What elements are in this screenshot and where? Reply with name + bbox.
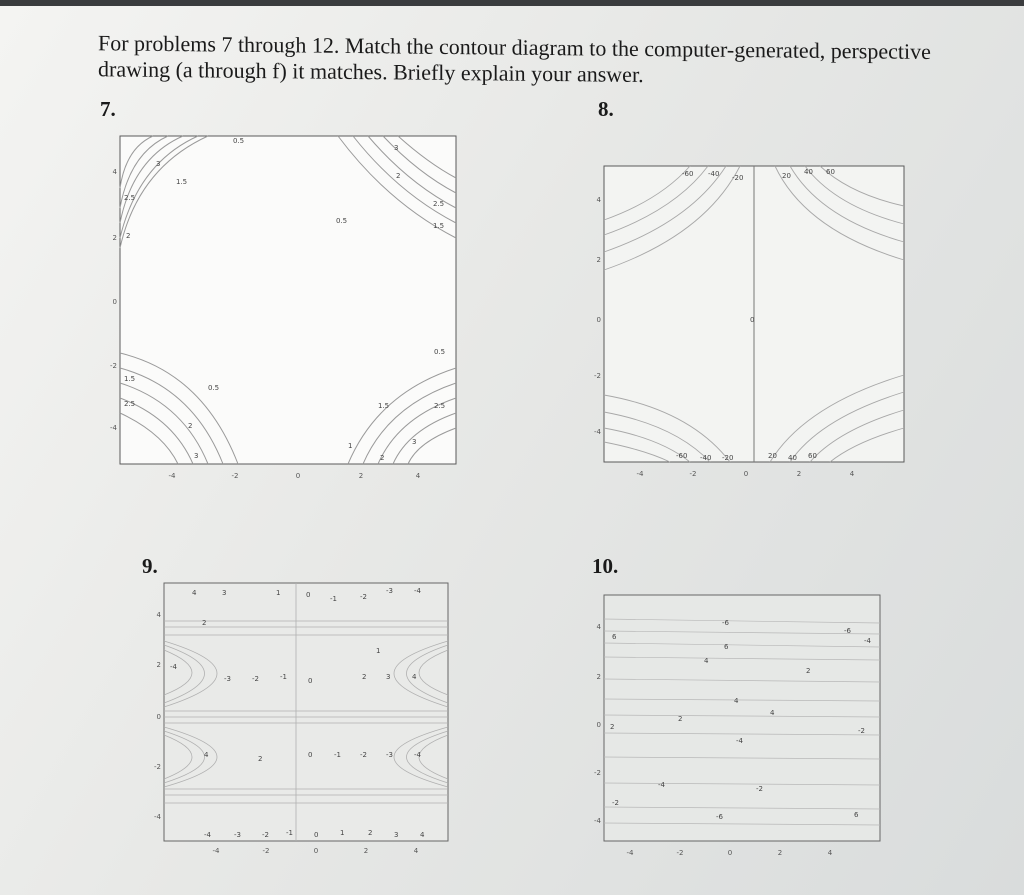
plot-7-contour-label: 1.5 — [124, 375, 136, 383]
plot-9-contour-label: -4 — [414, 751, 421, 759]
plot-10-x-tick: 4 — [827, 849, 833, 857]
plot-7-contour-label: 3 — [394, 144, 399, 152]
plot-8-contour-label: 20 — [782, 172, 791, 180]
plot-9-contour-label: -1 — [334, 751, 341, 759]
instructions-line-2: drawing (a through f) it matches. Briefly explain your answer. — [98, 56, 644, 88]
plot-8-y-tick: 0 — [596, 316, 601, 324]
plot-8-contour-label: -60 — [682, 170, 694, 178]
plot-7-contour-label: 3 — [156, 160, 161, 168]
plot-9-contour-label: 3 — [394, 831, 399, 839]
plot-7-contour-label: 0.5 — [434, 348, 446, 356]
plot-10-contour-label: 2 — [610, 723, 615, 731]
plot-8-contour-label: 60 — [808, 452, 817, 460]
plot-7-contour-label: 2 — [396, 172, 401, 180]
plot-10-contour-label: -4 — [736, 737, 743, 745]
plot-10-contour-label: 4 — [734, 697, 739, 705]
plot-9-contour-label: 2 — [258, 755, 263, 763]
plot-8-contour-label: 0 — [750, 316, 755, 324]
plot-7-contour-label: 0.5 — [233, 137, 245, 145]
plot-9-contour-label: -3 — [386, 587, 393, 595]
plot-10-y-tick: 2 — [596, 673, 601, 681]
plot-7-y-tick: 0 — [112, 298, 117, 306]
plot-9-contour-label: 3 — [222, 589, 227, 597]
plot-9-x-tick: 2 — [363, 847, 369, 855]
plot-9-y-tick: 2 — [156, 661, 161, 669]
plot-10-contour-label: -6 — [722, 619, 729, 627]
plot-8-contour-label: -40 — [708, 170, 720, 178]
plot-10-contour-label: -4 — [658, 781, 665, 789]
plot-7-contour-label: 1.5 — [433, 222, 445, 230]
plot-10-contour-label: 4 — [770, 709, 775, 717]
contour-plot-10 — [588, 587, 888, 865]
instructions — [98, 30, 998, 91]
plot-8-contour-label: -20 — [732, 174, 744, 182]
plot-9-contour-label: 0 — [308, 751, 313, 759]
plot-8-x-tick: -4 — [636, 470, 644, 478]
plot-10-x-tick: 0 — [727, 849, 733, 857]
plot-9-contour-label: -4 — [204, 831, 211, 839]
plot-10-contour-label: 6 — [724, 643, 729, 651]
plot-9-x-tick: 4 — [413, 847, 419, 855]
plot-7-frame — [120, 136, 456, 464]
plot-9-contour-label: -1 — [330, 595, 337, 603]
plot-10-x-tick: 2 — [777, 849, 783, 857]
plot-7-x-tick: 4 — [415, 472, 421, 480]
plot-7-contour-label: 1 — [348, 442, 353, 450]
contour-plot-9 — [150, 575, 460, 860]
plot-10-contour-label: 6 — [854, 811, 859, 819]
plot-9-contour-label: -2 — [360, 751, 367, 759]
plot-9-y-tick: 4 — [156, 611, 161, 619]
plot-9-y-tick: -4 — [154, 813, 161, 821]
plot-7-y-tick: 2 — [112, 234, 117, 242]
plot-10-y-tick: 0 — [596, 721, 601, 729]
plot-8-contour-label: -20 — [722, 454, 734, 462]
plot-8-x-tick: 0 — [743, 470, 749, 478]
plot-9-contour-label: -1 — [286, 829, 293, 837]
instructions-line-1: For problems 7 through 12. Match the contour diagram to the computer-generated, perspective — [98, 30, 931, 65]
plot-9-contour-label: 4 — [204, 751, 209, 759]
plot-10-y-tick: -4 — [594, 817, 601, 825]
plot-9-contour-label: 0 — [314, 831, 319, 839]
plot-7-contour-label: 2.5 — [434, 402, 446, 410]
contour-plot-8 — [590, 160, 920, 480]
plot-9-x-tick: 0 — [313, 847, 319, 855]
problem-10-number: 10. — [592, 554, 619, 578]
plot-9-contour-label: -4 — [414, 587, 421, 595]
plot-7-contour-label: 0.5 — [336, 217, 348, 225]
plot-8-y-tick: -4 — [594, 428, 601, 436]
plot-7-contour-label: 1.5 — [176, 178, 188, 186]
contour-plot-7-svg — [108, 128, 468, 488]
problem-8-number: 8. — [598, 97, 614, 121]
plot-7-contour-label: 2 — [188, 422, 193, 430]
plot-10-frame — [604, 595, 880, 841]
plot-9-contour-label: 0 — [306, 591, 311, 599]
plot-10-contour-label: 6 — [612, 633, 617, 641]
plot-9-contour-label: -4 — [170, 663, 177, 671]
contour-plot-7 — [108, 128, 468, 488]
contour-plot-10-svg — [588, 587, 888, 865]
plot-8-y-tick: -2 — [594, 372, 601, 380]
plot-8-x-tick: 2 — [796, 470, 802, 478]
plot-8-y-tick: 4 — [596, 196, 601, 204]
plot-9-contour-label: -3 — [386, 751, 393, 759]
plot-8-x-tick: 4 — [849, 470, 855, 478]
plot-8-contour-label: -60 — [676, 452, 688, 460]
plot-9-y-tick: -2 — [154, 763, 161, 771]
plot-7-y-tick: -2 — [110, 362, 117, 370]
plot-9-x-tick: -4 — [212, 847, 220, 855]
plot-9-contour-label: 0 — [308, 677, 313, 685]
plot-9-contour-label: 4 — [192, 589, 197, 597]
plot-10-x-tick: -2 — [676, 849, 684, 857]
plot-10-contour-label: 2 — [678, 715, 683, 723]
problem-9-number: 9. — [142, 554, 158, 578]
plot-7-contour-label: 2 — [380, 454, 385, 462]
problem-7-number: 7. — [100, 97, 116, 121]
plot-10-contour-label: -2 — [612, 799, 619, 807]
plot-9-contour-label: 1 — [340, 829, 345, 837]
plot-7-contour-label: 2.5 — [124, 194, 136, 202]
plot-7-contour-label: 1.5 — [378, 402, 390, 410]
plot-10-contour-label: -4 — [864, 637, 871, 645]
plot-8-contour-label: 40 — [804, 168, 813, 176]
plot-9-contour-label: 1 — [276, 589, 281, 597]
contour-plot-9-svg — [150, 575, 460, 860]
plot-9-contour-label: 2 — [368, 829, 373, 837]
plot-9-contour-label: -3 — [234, 831, 241, 839]
plot-9-contour-label: 3 — [386, 673, 391, 681]
plot-9-contour-label: -2 — [252, 675, 259, 683]
plot-10-y-tick: -2 — [594, 769, 601, 777]
plot-7-x-tick: 2 — [358, 472, 364, 480]
plot-9-contour-label: 2 — [202, 619, 207, 627]
plot-7-x-tick: -4 — [168, 472, 176, 480]
plot-10-contour-label: 4 — [704, 657, 709, 665]
plot-8-y-tick: 2 — [596, 256, 601, 264]
plot-10-contour-label: -6 — [716, 813, 723, 821]
plot-10-y-tick: 4 — [596, 623, 601, 631]
plot-8-contour-label: -40 — [700, 454, 712, 462]
plot-9-contour-label: -2 — [262, 831, 269, 839]
plot-10-contour-label: -2 — [858, 727, 865, 735]
plot-7-contour-label: 3 — [194, 452, 199, 460]
plot-9-y-tick: 0 — [156, 713, 161, 721]
plot-7-contour-label: 2 — [126, 232, 131, 240]
plot-7-contour-label: 0.5 — [208, 384, 220, 392]
plot-9-contour-label: 2 — [362, 673, 367, 681]
plot-9-contour-label: 4 — [420, 831, 425, 839]
plot-10-contour-label: -6 — [844, 627, 851, 635]
plot-8-contour-label: 20 — [768, 452, 777, 460]
plot-7-contour-label: 2.5 — [433, 200, 445, 208]
plot-7-contour-label: 2.5 — [124, 400, 136, 408]
plot-8-contour-label: 40 — [788, 454, 797, 462]
plot-10-x-tick: -4 — [626, 849, 634, 857]
plot-7-y-tick: -4 — [110, 424, 117, 432]
plot-9-contour-label: 4 — [412, 673, 417, 681]
plot-9-contour-label: -1 — [280, 673, 287, 681]
plot-8-x-tick: -2 — [689, 470, 697, 478]
plot-7-x-tick: 0 — [295, 472, 301, 480]
plot-9-contour-label: -3 — [224, 675, 231, 683]
plot-7-contour-label: 3 — [412, 438, 417, 446]
plot-9-contour-label: 1 — [376, 647, 381, 655]
plot-7-y-tick: 4 — [112, 168, 117, 176]
contour-plot-8-svg — [590, 160, 920, 480]
plot-8-contour-label: 60 — [826, 168, 835, 176]
plot-9-contour-label: -2 — [360, 593, 367, 601]
plot-10-contour-label: 2 — [806, 667, 811, 675]
screen-bezel-top — [0, 0, 1024, 6]
plot-9-frame — [164, 583, 448, 841]
plot-9-x-tick: -2 — [262, 847, 270, 855]
plot-7-x-tick: -2 — [231, 472, 239, 480]
plot-10-contour-label: -2 — [756, 785, 763, 793]
